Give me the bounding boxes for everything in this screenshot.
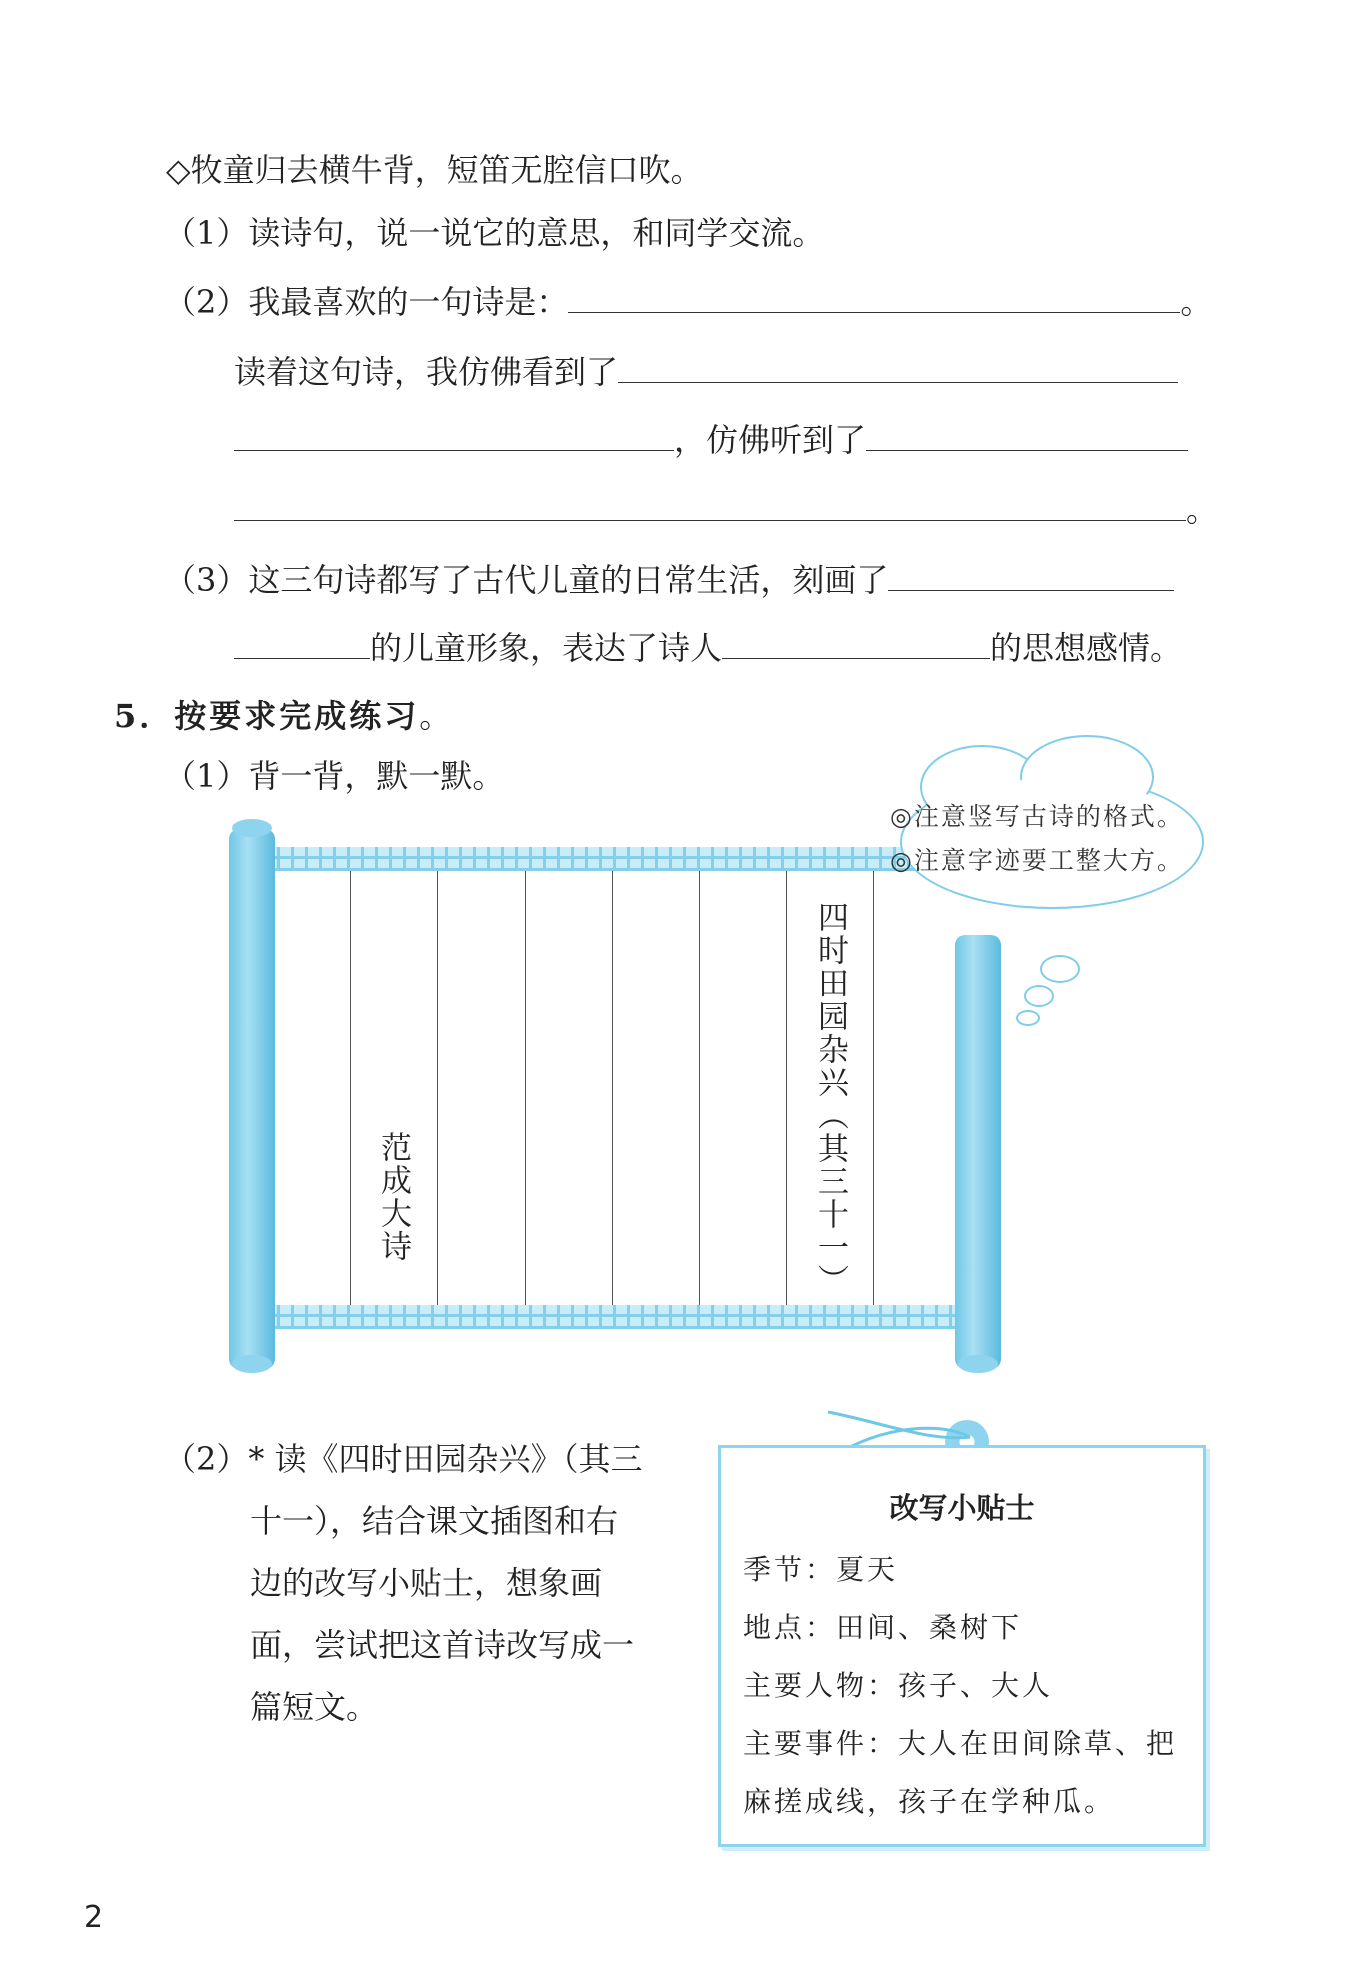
rewrite-tips-card: [718, 1445, 1206, 1847]
answer-blank-saw-2[interactable]: [234, 420, 674, 451]
question-3-mid: 的儿童形象，表达了诗人: [370, 629, 723, 667]
answer-blank-heard-2[interactable]: [234, 490, 1186, 521]
section-5-title: 5．按要求完成练习: [114, 697, 420, 735]
section-5-question-1: （1）背一背，默一默。: [164, 757, 505, 795]
period-mark: 。: [1180, 283, 1213, 321]
answer-blank-feeling[interactable]: [722, 628, 990, 659]
question-2-line-1: [164, 282, 1212, 322]
question-2-text-line: 篇短文。: [250, 1688, 379, 1726]
scroll-left-rod: [229, 829, 275, 1369]
answer-blank-heard-1[interactable]: [866, 420, 1188, 451]
answer-blank-image-2[interactable]: [234, 628, 370, 659]
column-line: [786, 871, 787, 1305]
column-line: [525, 871, 526, 1305]
tip-line: 季节：夏天: [743, 1553, 899, 1586]
question-2-label: （2）我最喜欢的一句诗是：: [164, 283, 569, 321]
period-mark: 。: [1186, 491, 1219, 529]
scroll-poem-author: 范成大诗: [375, 1131, 411, 1263]
scroll-cap: [232, 819, 272, 837]
section-5-question-2: [164, 1428, 643, 1738]
cloud-bubble: [1024, 985, 1054, 1007]
cloud-bubble: [1040, 955, 1080, 983]
tip-line: 主要事件：大人在田间除草、把: [743, 1727, 1178, 1760]
question-2-line-2: [234, 352, 1178, 392]
answer-blank-favorite-line[interactable]: [568, 282, 1180, 313]
question-2-line-3: [234, 420, 1188, 460]
column-line: [699, 871, 700, 1305]
cloud-tip-2: ◎注意字迹要工整大方。: [890, 846, 1184, 875]
column-line: [437, 871, 438, 1305]
question-2-line-4: [234, 490, 1218, 530]
tip-card-title: 改写小贴士: [889, 1491, 1035, 1525]
tag-string-icon: [820, 1392, 1040, 1452]
question-2-saw-label: 读着这句诗，我仿佛看到了: [234, 353, 619, 391]
column-line: [350, 871, 351, 1305]
scroll-poem-title: 四时田园杂兴（其三十一）: [812, 901, 848, 1297]
column-line: [612, 871, 613, 1305]
question-2-text-line: （2）* 读《四时田园杂兴》（其三: [164, 1440, 643, 1478]
scroll-paper: [263, 871, 963, 1305]
scroll-top-border: [263, 847, 963, 871]
column-line: [873, 871, 874, 1305]
question-1: （1）读诗句，说一说它的意思，和同学交流。: [164, 214, 825, 252]
question-3-line-2: [234, 628, 1182, 668]
page-number: 2: [84, 1900, 104, 1935]
answer-blank-saw-1[interactable]: [618, 352, 1178, 383]
question-3-label: （3）这三句诗都写了古代儿童的日常生活，刻画了: [164, 561, 889, 599]
scroll-cap: [958, 1355, 998, 1373]
cloud-tip-1: ◎注意竖写古诗的格式。: [890, 802, 1184, 831]
question-3-line-1: [164, 560, 1174, 600]
scroll-cap: [232, 1355, 272, 1373]
tips-cloud: [880, 735, 1210, 935]
scroll-right-rod: [955, 935, 1001, 1369]
scroll-bottom-border: [263, 1305, 963, 1329]
tip-line: 地点：田间、桑树下: [743, 1611, 1023, 1644]
answer-blank-image-1[interactable]: [888, 560, 1174, 591]
tip-line: 主要人物：孩子、大人: [743, 1669, 1054, 1702]
section-5-heading: [114, 696, 451, 736]
question-2-heard-label: ，仿佛听到了: [674, 421, 867, 459]
question-2-text-line: 边的改写小贴士，想象画: [250, 1564, 603, 1602]
question-2-text-line: 十一），结合课文插图和右: [250, 1502, 619, 1540]
question-3-end: 的思想感情。: [990, 629, 1183, 667]
tip-line: 麻搓成线，孩子在学种瓜。: [743, 1785, 1116, 1818]
question-2-text-line: 面，尝试把这首诗改写成一: [250, 1626, 635, 1664]
poem-line: ◇牧童归去横牛背，短笛无腔信口吹。: [166, 151, 703, 189]
cloud-bubble: [1016, 1010, 1040, 1026]
section-5-punct: 。: [419, 697, 452, 735]
